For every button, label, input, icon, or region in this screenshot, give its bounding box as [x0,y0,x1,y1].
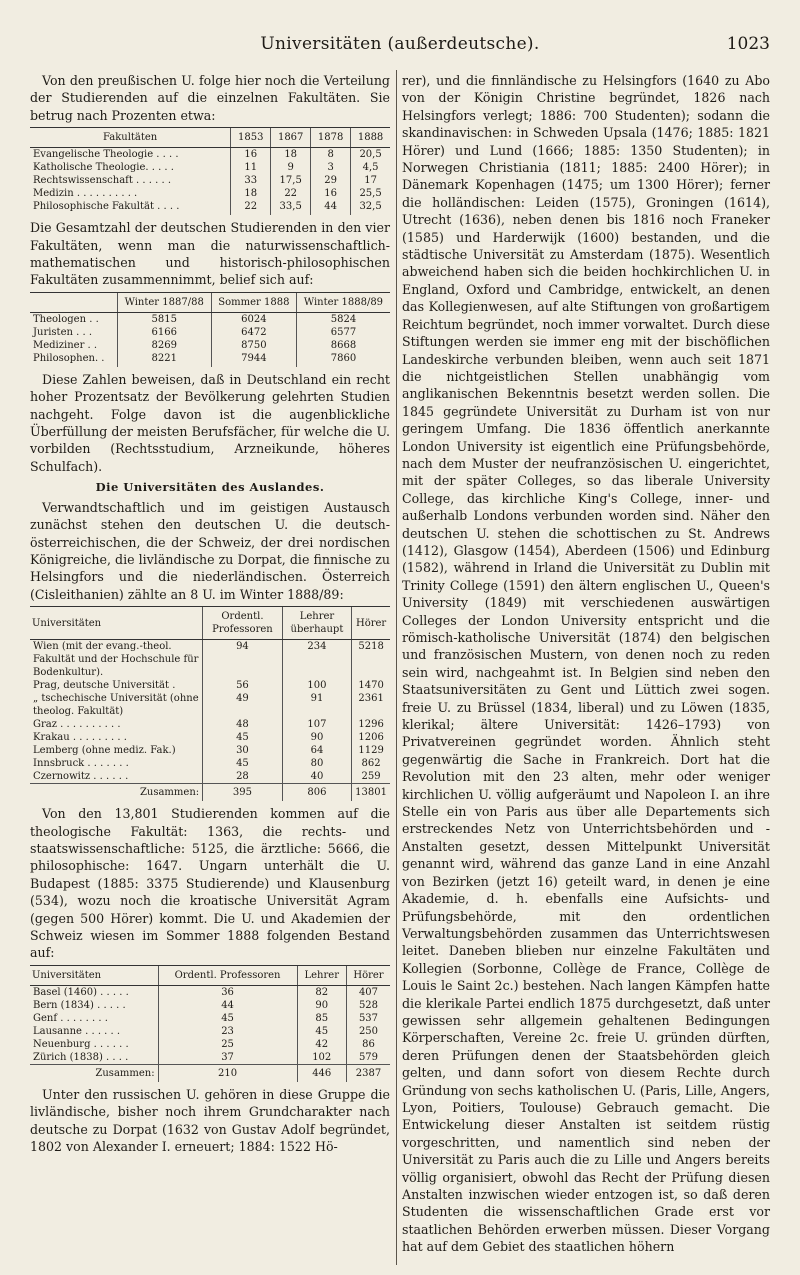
table-cell: 45 [203,757,283,770]
table-cell: 64 [282,744,351,757]
table-row [30,200,390,215]
table-cell: 29 [311,174,351,187]
austria-universities-table [30,606,390,801]
table-header: 1867 [271,128,311,148]
table-cell: 5815 [117,312,211,326]
table-cell: 1470 [352,679,390,692]
table-cell: Rechtswissenschaft . . . . . . [33,175,172,187]
table-cell: 8221 [117,352,211,367]
paragraph: Diese Zahlen beweisen, daß in Deutschland ein recht hoher Prozentsatz der Bevölkerung gelehrten Studien nachgeht. Folge davon ist die augenblickliche Überfüllung der meisten Berufsfächer, für welche die U. vorbilden (Rechtsstudium, Arzneikunde, höheres Schulfach). [30,371,390,474]
table-cell: Medizin . . . . . . . . . . [33,188,138,200]
section-heading: Die Universitäten des Auslandes. [95,480,325,495]
table-cell: 90 [282,731,351,744]
table-row [30,757,390,770]
table-header: Universitäten [30,965,158,985]
table-header [30,292,117,312]
paragraph: Unter den russischen U. gehören in diese Gruppe die livländische, bisher noch ihrem Grundcharakter nach deutsche zu Dorpat (1632 von Gustav Adolf begründet, 1802 von Alexander I. erneuert; 1884: 1522 Hö- [30,1086,390,1154]
table-header: Universitäten [30,607,203,640]
table-cell: 45 [158,1012,297,1025]
table-cell: 22 [271,187,311,200]
table-cell: 91 [282,692,351,718]
table-cell: Bern (1834) . . . . . [33,999,126,1011]
table-cell: 28 [203,770,283,784]
table-cell: 42 [297,1038,346,1051]
table-cell: Mediziner . . [33,339,98,351]
table-cell: Zusammen: [30,784,203,802]
table-header: Lehrer [297,965,346,985]
table-cell: 36 [158,985,297,999]
table-cell: 80 [282,757,351,770]
table-cell: 6577 [296,326,390,339]
table-cell: 100 [282,679,351,692]
table-cell: Philosophische Fakultät . . . . [33,201,180,213]
table-cell: Lausanne . . . . . . [33,1025,121,1037]
table-row [30,187,390,200]
table-cell: 102 [297,1051,346,1065]
table-row [30,339,390,352]
table-row [30,770,390,784]
table-header: Lehrer überhaupt [282,607,351,640]
table-cell: 25,5 [351,187,390,200]
table-cell: 1206 [352,731,390,744]
table-cell: Zusammen: [30,1064,158,1082]
table-row [30,326,390,339]
column-divider [396,70,397,1265]
table-cell: 44 [158,999,297,1012]
table-row [30,161,390,174]
table-cell: Theologen . . [33,313,99,325]
table-cell: Evangelische Theologie . . . . [33,149,179,161]
table-cell: Zürich (1838) . . . . [33,1051,129,1063]
table-cell: 8668 [296,339,390,352]
table-cell: 4,5 [351,161,390,174]
table-cell: 1296 [352,718,390,731]
table-cell: Katholische Theologie. . . . . [33,162,174,174]
table-header: Fakultäten [30,128,231,148]
table-cell: Czernowitz . . . . . . [33,771,129,783]
table-cell: 90 [297,999,346,1012]
table-cell: 82 [297,985,346,999]
table-row [30,718,390,731]
paragraph: Von den 13,801 Studierenden kommen auf die theologische Fakultät: 1363, die rechts- und staatswissenschaftliche: 5125, die ärztliche: 5666, die philosophische: 1647. Ungarn unterhält die U. Budapest (1885: 3375 Studierende) und Klausenburg (534), wozu noch die kroatische Universität Agram (gegen 500 Hörer) kommt. Die U. und Akademien der Schweiz wiesen im Sommer 1888 folgenden Bestand auf: [30,806,390,961]
paragraph: Von den preußischen U. folge hier noch die Verteilung der Studierenden auf die einzelnen Fakultäten. Sie betrug nach Prozenten etwa: [30,73,390,123]
table-cell: 11 [231,161,271,174]
table-cell: Wien (mit der evang.-theol. Fakultät und der Hochschule für Bodenkultur). [33,641,199,679]
table-total-row [30,1064,390,1082]
table-cell: Philosophen. . [33,352,105,364]
table-header: Winter 1887/88 [117,292,211,312]
table-row [30,312,390,326]
faculty-percent-table [30,127,390,215]
paragraph: Die Gesamtzahl der deutschen Studierenden in den vier Fakultäten, wenn man die naturwissenschaftlich-mathematischen und historisch-philosophischen Fakultäten zusammennimmt, belief sich auf: [30,220,390,288]
table-cell: 48 [203,718,283,731]
table-cell: Prag, deutsche Universität . [33,680,176,692]
table-cell: 579 [346,1051,390,1065]
table-row [30,352,390,367]
table-row [30,1012,390,1025]
table-cell: 107 [282,718,351,731]
table-row [30,174,390,187]
student-count-table [30,292,390,367]
table-row [30,744,390,757]
table-cell: 6472 [211,326,296,339]
table-cell: 32,5 [351,200,390,215]
table-cell: 22 [231,200,271,215]
table-cell: 5218 [352,640,390,680]
table-cell: 85 [297,1012,346,1025]
table-cell: 33 [231,174,271,187]
table-cell: 2361 [352,692,390,718]
table-cell: 44 [311,200,351,215]
table-cell: 6166 [117,326,211,339]
table-cell: 806 [282,784,351,802]
table-cell: 18 [231,187,271,200]
table-cell: 8 [311,148,351,162]
page-header [0,34,800,56]
table-header: 1888 [351,128,390,148]
table-cell: 56 [203,679,283,692]
table-header: Ordentl. Professoren [158,965,297,985]
table-cell: 17 [351,174,390,187]
table-cell: Lemberg (ohne mediz. Fak.) [33,745,176,757]
table-cell: 40 [282,770,351,784]
table-cell: 862 [352,757,390,770]
table-cell: 446 [297,1064,346,1082]
page-number: 1023 [726,34,770,54]
table-cell: 45 [203,731,283,744]
table-cell: 210 [158,1064,297,1082]
table-cell: Innsbruck . . . . . . . [33,758,129,770]
table-cell: 45 [297,1025,346,1038]
table-header: 1853 [231,128,271,148]
table-cell: Neuenburg . . . . . . [33,1038,129,1050]
table-cell: 250 [346,1025,390,1038]
table-header: Hörer [352,607,390,640]
paragraph: rer), und die finnländische zu Helsingfors (1640 zu Abo von der Königin Christine begründet, 1826 nach Helsingfors verlegt; 1886: 700 Studenten); sodann die skandinavischen: in Schweden Upsala (1476; 1885: 1821 Hörer) und Lund (1666; 1885: 1350 Studenten); in Norwegen Christiania (1811; 1885: 2400 Hörer); in Dänemark Kopenhagen (1475; um 1300 Hörer); ferner die holländischen: Leiden (1575), Groningen (1614), Utrecht (1636), neben denen bis 1816 noch Franeker (1585) und Harderwijk (1600) bestanden, und die städtische Universität zu Amsterdam (1875). Wesentlich abweichend haben sich die beiden hochkirchlichen U. in England, Oxford und Cambridge, entwickelt, an denen das Kollegienwesen, auf alte Stiftungen von großartigem Reichtum begründet, noch immer vorwaltet. Durch diese Stiftungen werden sie immer eng mit der bischöflichen Landeskirche verbunden bleiben, wenn auch seit 1871 die nichtgeistlichen Stellen unabhängig vom anglikanischen Bekenntnis besetzt werden sollen. Die 1845 gegründete Universität zu Durham ist von nur geringem Umfang. Die 1836 öffentlich anerkannte London University ist eigentlich eine Prüfungsbehörde, nach dem Muster der neufranzösischen U. eingerichtet, mit der später Colleges, so das liberale University College, das kirchliche King's College, inner- und außerhalb Londons verbunden worden sind. Näher den deutschen U. stehen die schottischen zu St. Andrews (1412), Glasgow (1454), Aberdeen (1506) und Edinburg (1582), während in Irland die Universität zu Dublin mit Trinity College (1591) den ältern englischen U., Queen's University (1849) mit verschiedenen auswärtigen Colleges der London University entspricht und die römisch-katholische Universität (1874) den belgischen und französischen Mustern, von denen noch zu reden sein wird, nachgeahmt ist. In Belgien sind neben den Staatsuniversitäten zu Gent und Lüttich zwei sogen. freie U. zu Brüssel (1834, liberal) und zu Löwen (1835, klerikal; ältere Universität: 1426–1793) von Privatvereinen gegründet worden. Ähnlich steht gegenwärtig die Sache in Frankreich. Dort hat die Revolution mit den 23 alten, mehr oder weniger kirchlichen U. völlig aufgeräumt und Napoleon I. an ihre Stelle ein von Paris aus über alle Departements sich erstreckendes Netz von Unterrichtsbehörden und -Anstalten gesetzt, dessen Mittelpunkt Universität genannt wird, während das ganze Land in eine Anzahl von Bezirken (jetzt 16) geteilt ward, in denen je eine Akademie, d. h. ebenfalls eine Aufsichts- und Prüfungsbehörde, mit den ordentlichen Verwaltungsbehörden zusammen das Unterrichtswesen leitet. Daneben blieben nur einzelne Fakultäten und Kollegien (Sorbonne, Collège de France, Collège de Louis le Saint 2c.) bestehen. Nach langen Kämpfen hatte die klerikale Partei endlich 1875 durchgesetzt, daß unter gewissen sehr allgemein gehaltenen Bedingungen Körperschaften, Vereine 2c. freie U. gründen dürften, deren Prüfungen denen der Staatsbehörden gleich gelten, und dann sofort von diesem Rechte durch Gründung von sechs katholischen U. (Paris, Lille, Angers, Lyon, Poitiers, Toulouse) Gebrauch gemacht. Die Entwickelung dieser Anstalten ist seitdem rüstig vorgeschritten, und namentlich sind neben der Universität zu Paris auch die zu Lille und Angers bereits völlig organisiert, obwohl das Recht der Prüfung diesen Anstalten inzwischen wieder entzogen ist, so daß deren Studenten die wissenschaftlichen Grade erst vor staatlichen Behörden erwerben müssen. Dieser Vorgang hat auf dem Gebiet des staatlichen höhern [402,73,770,1255]
table-total-row [30,784,390,802]
table-row [30,1038,390,1051]
table-header: Hörer [346,965,390,985]
table-cell: „ tschechische Universität (ohne theolog. Fakultät) [33,693,199,718]
table-cell: 94 [203,640,283,680]
table-header: 1878 [311,128,351,148]
table-cell: 395 [203,784,283,802]
table-cell: 16 [311,187,351,200]
table-cell: 8750 [211,339,296,352]
table-cell: 20,5 [351,148,390,162]
table-cell: 13801 [352,784,390,802]
table-cell: 18 [271,148,311,162]
left-column [30,72,390,1156]
swiss-universities-table [30,965,390,1082]
table-cell: Graz . . . . . . . . . . [33,719,121,731]
table-cell: 8269 [117,339,211,352]
table-row [30,1051,390,1065]
running-title: Universitäten (außerdeutsche). [260,34,540,54]
table-cell: Basel (1460) . . . . . [33,986,129,998]
table-cell: Juristen . . . [33,326,93,338]
table-cell: 17,5 [271,174,311,187]
table-cell: 259 [352,770,390,784]
table-cell: Genf . . . . . . . . [33,1012,108,1024]
table-cell: 49 [203,692,283,718]
table-row [30,731,390,744]
table-cell: 23 [158,1025,297,1038]
table-cell: 5824 [296,312,390,326]
table-cell: 3 [311,161,351,174]
table-row [30,985,390,999]
table-cell: 9 [271,161,311,174]
table-row [30,692,390,718]
table-row [30,148,390,162]
table-cell: 1129 [352,744,390,757]
table-header: Sommer 1888 [211,292,296,312]
table-cell: 537 [346,1012,390,1025]
table-cell: 7944 [211,352,296,367]
table-row [30,1025,390,1038]
table-cell: 37 [158,1051,297,1065]
table-header: Ordentl. Professoren [203,607,283,640]
table-cell: 33,5 [271,200,311,215]
table-row [30,999,390,1012]
table-cell: 16 [231,148,271,162]
table-cell: Krakau . . . . . . . . . [33,732,127,744]
paragraph: Verwandtschaftlich und im geistigen Austausch zunächst stehen den deutschen U. die deutsch-österreichischen, die der Schweiz, der drei nordischen Königreiche, die livländische zu Dorpat, die finnische zu Helsingfors und die niederländischen. Österreich (Cisleithanien) zählte an 8 U. im Winter 1888/89: [30,499,390,602]
table-cell: 407 [346,985,390,999]
table-row [30,679,390,692]
table-cell: 25 [158,1038,297,1051]
table-cell: 6024 [211,312,296,326]
table-cell: 86 [346,1038,390,1051]
table-row [30,640,390,680]
table-cell: 2387 [346,1064,390,1082]
table-cell: 7860 [296,352,390,367]
table-cell: 234 [282,640,351,680]
table-cell: 528 [346,999,390,1012]
table-header: Winter 1888/89 [296,292,390,312]
table-cell: 30 [203,744,283,757]
right-column [402,72,770,1257]
